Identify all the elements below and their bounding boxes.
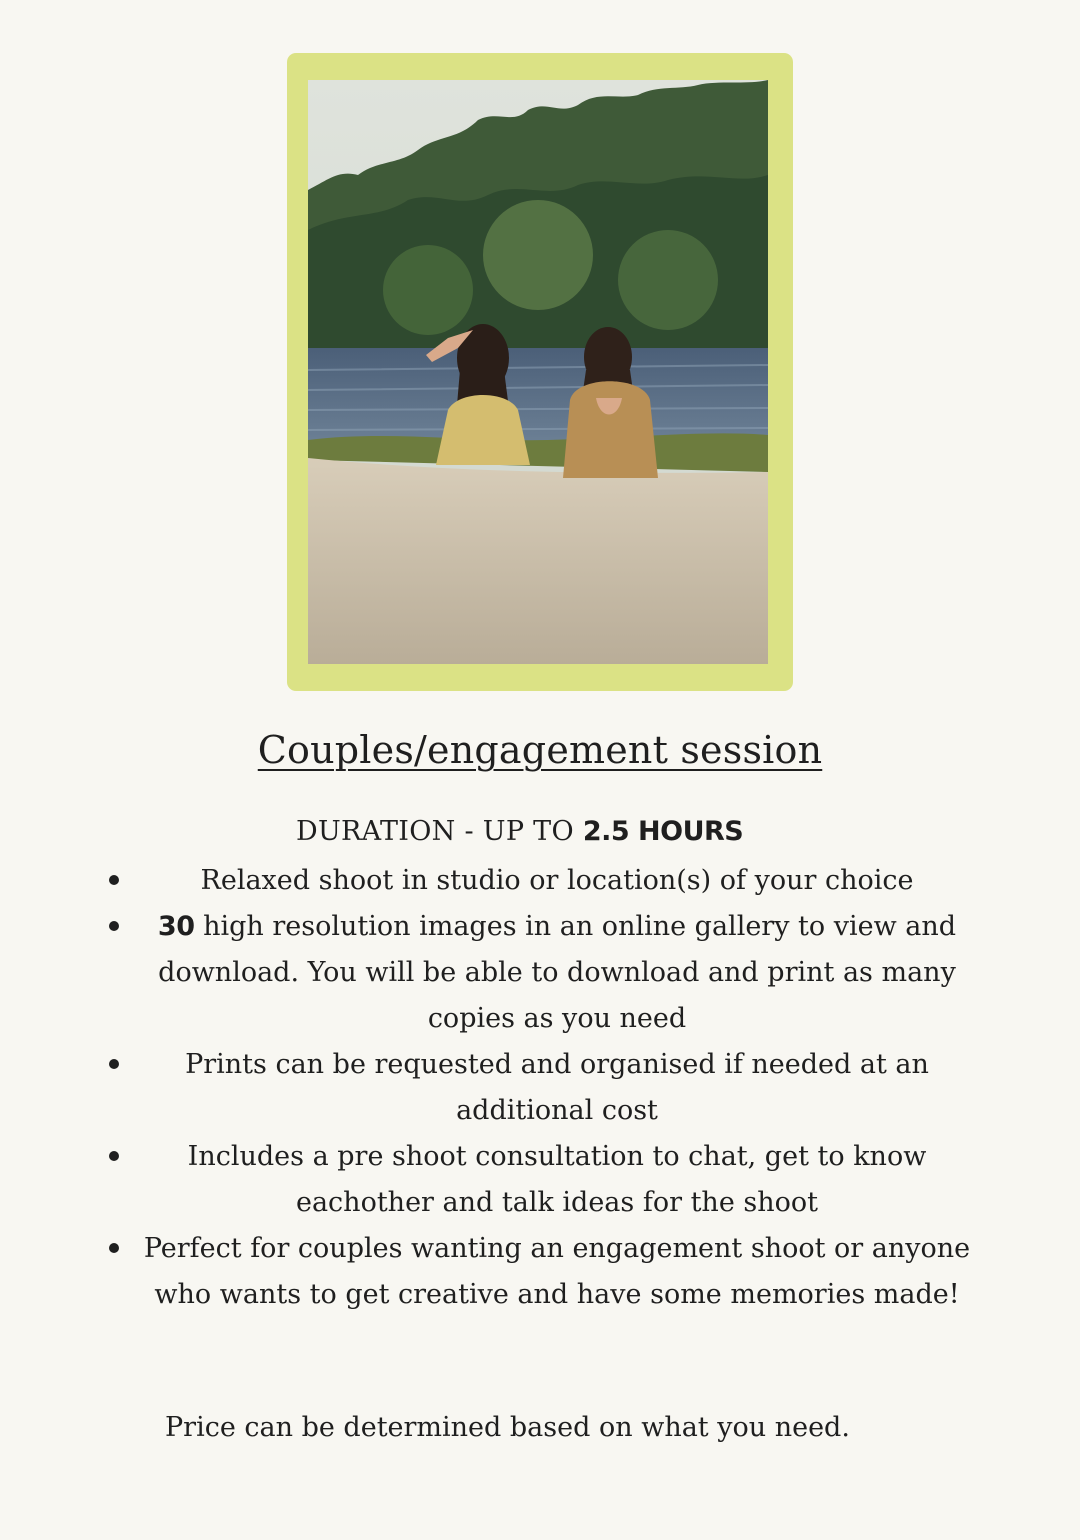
list-item (100, 858, 980, 904)
duration-line (296, 816, 743, 847)
page-title: Couples/engagement session (257, 728, 823, 772)
item-text: Prints can be requested and organised if needed at an additional cost (185, 1049, 929, 1126)
duration-label: DURATION - UP TO (296, 816, 583, 847)
bullet-icon (109, 1059, 119, 1069)
bullet-icon (109, 875, 119, 885)
photo (308, 80, 768, 664)
photo-frame (287, 53, 793, 691)
item-bold: 30 (157, 911, 195, 942)
bullet-icon (109, 1151, 119, 1161)
list-item (100, 1134, 980, 1226)
list-item (100, 1226, 980, 1318)
bullet-icon (109, 1243, 119, 1253)
bullet-icon (109, 921, 119, 931)
item-text: Includes a pre shoot consultation to chat, get to know eachother and talk ideas for the shoot (187, 1141, 927, 1218)
item-text: Relaxed shoot in studio or location(s) of your choice (200, 865, 914, 896)
item-text: high resolution images in an online gallery to view and download. You will be able to download and print as many copies as you need (158, 911, 957, 1034)
features-list (100, 858, 980, 1318)
lake-photo-illustration (308, 80, 768, 664)
item-text: Perfect for couples wanting an engagement shoot or anyone who wants to get creative and have some memories made! (143, 1233, 971, 1310)
list-item (100, 1042, 980, 1134)
list-item (100, 904, 980, 1042)
price-note: Price can be determined based on what you need. (165, 1412, 850, 1443)
duration-value: 2.5 HOURS (582, 816, 744, 847)
